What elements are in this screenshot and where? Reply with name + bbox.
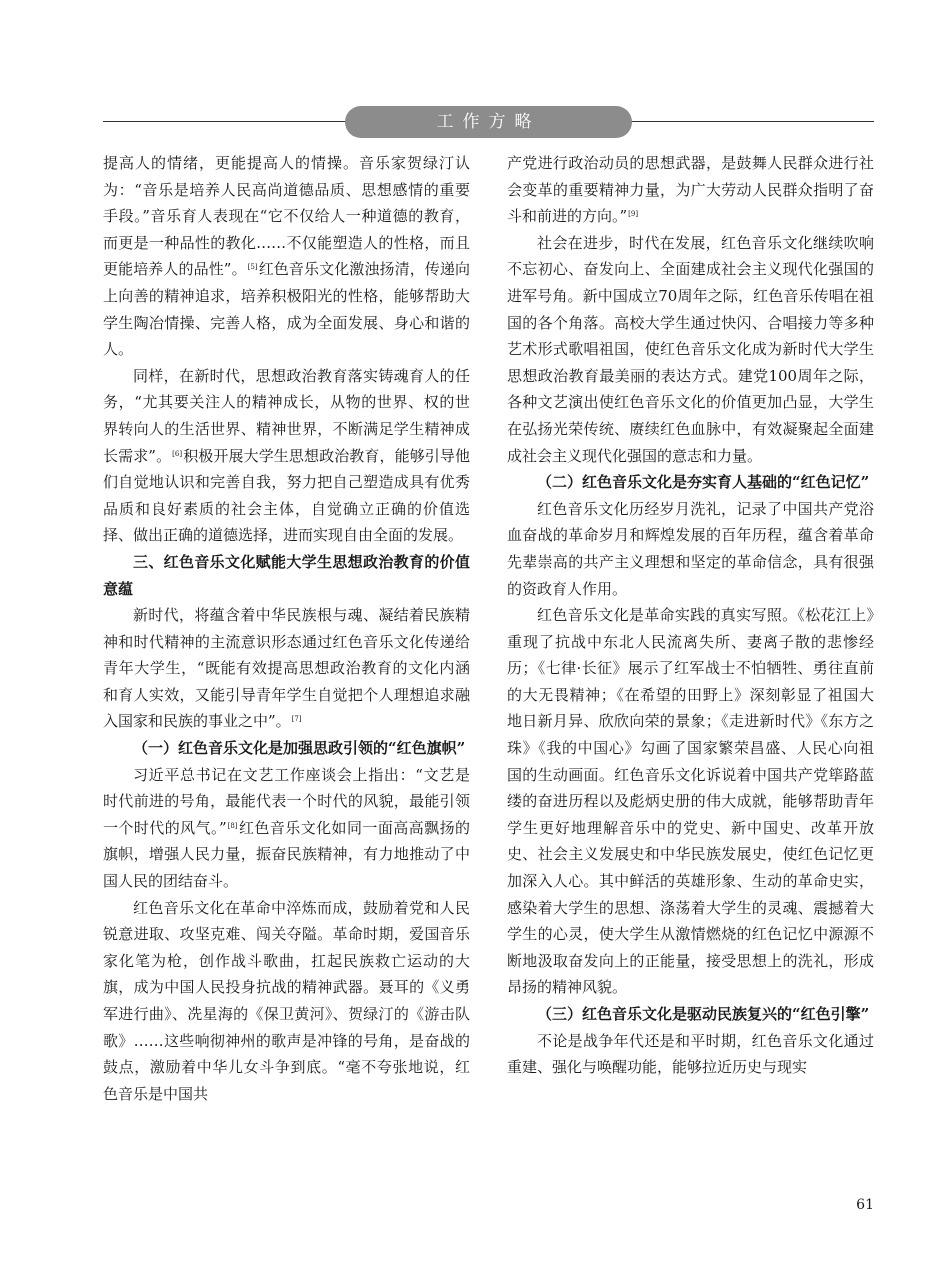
paragraph: 红色音乐文化是革命实践的真实写照。《松花江上》重现了抗战中东北人民流离失所、妻离子散的悲惨经历；《七律·长征》展示了红军战士不怕牺牲、勇往直前的大无畏精神；《在希望的田野上》深刻彰显了祖国大地日新月异、欣欣向荣的景象；《走进新时代》《东方之珠》《我的中国心》勾画了国家繁荣昌盛、人民心向祖国的生动画面。红色音乐文化诉说着中国共产党筚路蓝缕的奋进历程以及彪炳史册的伟大成就，能够帮助青年学生更好地理解音乐中的党史、新中国史、改革开放史、社会主义发展史和中华民族发展史，使红色记忆更加深入人心。其中鲜活的英雄形象、生动的革命史实，感染着大学生的思想、涤荡着大学生的灵魂、震撼着大学生的心灵，使大学生从激情燃烧的红色记忆中源源不断地汲取奋发向上的正能量，接受思想上的洗礼，形成昂扬的精神风貌。 <box>507 606 874 997</box>
paragraph: 习近平总书记在文艺工作座谈会上指出：“文艺是时代前进的号角，最能代表一个时代的风貌，最能引领一个时代的风气。”[8]红色音乐文化如同一面高高飘扬的旗帜，增强人民力量，振奋民族精神，有力地推动了中国人民的团结奋斗。 <box>103 765 470 891</box>
citation-ref: [6] <box>172 449 183 458</box>
paragraph: 提高人的情绪，更能提高人的情操。音乐家贺绿汀认为：“音乐是培养人民高尚道德品质、思想感情的重要手段。”音乐育人表现在“它不仅给人一种道德的教育，而更是一种品性的教化……不仅能塑造人的性格，而且更能培养人的品性”。[5]红色音乐文化激浊扬清，传递向上向善的精神追求，培养积极阳光的性格，能够帮助大学生陶冶情操、完善人格，成为全面发展、身心和谐的人。 <box>103 154 470 359</box>
paragraph: 红色音乐文化在革命中淬炼而成，鼓励着党和人民锐意进取、攻坚克难、闯关夺隘。革命时期，爱国音乐家化笔为枪，创作战斗歌曲，扛起民族救亡运动的大旗，成为中国人民投身抗战的精神武器。聂耳的《义勇军进行曲》、冼星海的《保卫黄河》、贺绿汀的《游击队歌》……这些响彻神州的歌声是冲锋的号角，是奋战的鼓点，激励着中华儿女斗争到底。“毫不夸张地说，红色音乐是中国共 <box>103 898 470 1103</box>
subsection-heading: （一）红色音乐文化是加强思政引领的“红色旗帜” <box>133 739 466 758</box>
paragraph: 同样，在新时代，思想政治教育落实铸魂育人的任务，“尤其要关注人的精神成长，从物的世界、权的世界转向人的生活世界、精神世界，不断满足学生精神成长需求”。[6]积极开展大学生思想政治教育，能够引导他们自觉地认识和完善自我，努力把自己塑造成具有优秀品质和良好素质的社会主体，自觉确立正确的价值选择、做出正确的道德选择，进而实现自由全面的发展。 <box>103 366 470 545</box>
right-column <box>507 150 874 1081</box>
subsection-heading: （三）红色音乐文化是驱动民族复兴的“红色引擎” <box>537 1005 870 1023</box>
paragraph: 红色音乐文化历经岁月洗礼，记录了中国共产党浴血奋战的革命岁月和辉煌发展的百年历程，蕴含着革命先辈崇高的共产主义理想和坚定的革命信念，具有很强的资政育人作用。 <box>507 499 874 598</box>
paragraph: 新时代，将蕴含着中华民族根与魂、凝结着民族精神和时代精神的主流意识形态通过红色音乐文化传递给青年大学生，“既能有效提高思想政治教育的文化内涵和育人实效，又能引导青年学生自觉把个人理想追求融入国家和民族的事业之中”。[7] <box>103 606 470 731</box>
subsection-heading: （二）红色音乐文化是夯实育人基础的“红色记忆” <box>537 473 870 492</box>
paragraph: 产党进行政治动员的思想武器，是鼓舞人民群众进行社会变革的重要精神力量，为广大劳动人民群众指明了奋斗和前进的方向。”[9] <box>507 154 874 226</box>
citation-ref: [9] <box>628 210 639 219</box>
section-heading: 三、红色音乐文化赋能大学生思想政治教育的价值意蕴 <box>103 552 470 598</box>
page-number: 61 <box>856 1197 874 1213</box>
section-header-title: 工作方略 <box>345 106 632 138</box>
paragraph: 不论是战争年代还是和平时期，红色音乐文化通过重建、强化与唤醒功能，能够拉近历史与现实 <box>507 1031 874 1077</box>
citation-ref: [5] <box>247 263 258 272</box>
left-column <box>103 150 470 1107</box>
citation-ref: [8] <box>227 821 238 830</box>
citation-ref: [7] <box>291 715 302 724</box>
paragraph: 社会在进步，时代在发展，红色音乐文化继续吹响不忘初心、奋发向上、全面建成社会主义现代化强国的进军号角。新中国成立70周年之际，红色音乐传唱在祖国的各个角落。高校大学生通过快闪、合唱接力等多种艺术形式歌唱祖国，使红色音乐文化成为新时代大学生思想政治教育最美丽的表达方式。建党100周年之际，各种文艺演出使红色音乐文化的价值更加凸显，大学生在弘扬光荣传统、赓续红色血脉中，有效凝聚起全面建成社会主义现代化强国的意志和力量。 <box>507 233 874 465</box>
